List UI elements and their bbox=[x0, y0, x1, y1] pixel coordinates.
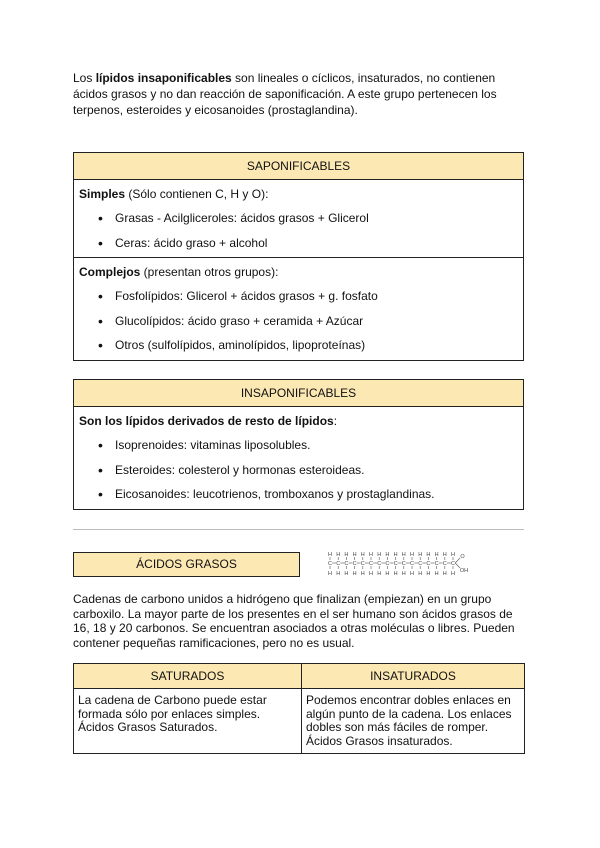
chain-hydrogen-top: H bbox=[451, 552, 455, 558]
chain-hydrogen-bottom: H bbox=[336, 571, 341, 577]
list-item: • Isoprenoides: vitaminas liposolubles. bbox=[79, 433, 518, 458]
chain-carbon: C bbox=[393, 561, 398, 567]
list-item: • Glucolípidos: ácido graso + ceramida + Azúcar bbox=[79, 309, 518, 334]
chain-carbon: C bbox=[410, 561, 414, 567]
saponificables-header: SAPONIFICABLES bbox=[74, 153, 523, 180]
chain-hydrogen-bottom: H bbox=[401, 571, 406, 577]
chain-carbon: C bbox=[360, 561, 365, 567]
insaponificables-section: Son los lípidos derivados de resto de lípidos: • Isoprenoides: vitaminas liposolubles. • Esteroides: colesterol y hormonas esteroideas. • Eicosanoides: leucotrienos, tromboxanos y prostaglandinas. bbox=[74, 407, 523, 509]
chain-carbon: C bbox=[442, 561, 447, 567]
chain-carbon: C bbox=[328, 561, 332, 567]
chain-carbon: C bbox=[385, 561, 390, 567]
intro-bold-term: lípidos insaponificables bbox=[95, 71, 232, 85]
chain-hydrogen-top: H bbox=[393, 552, 398, 558]
chain-carbon: C bbox=[418, 561, 423, 567]
chain-hydrogen-top: H bbox=[426, 552, 431, 558]
chain-carbon: C bbox=[369, 561, 373, 567]
chain-hydrogen-top: H bbox=[336, 552, 341, 558]
insaturados-cell: Podemos encontrar dobles enlaces en algún punto de la cadena. Los enlaces dobles son más fáciles de romper. Ácidos Grasos insaturados. bbox=[302, 689, 525, 754]
chain-hydrogen-top: H bbox=[360, 552, 365, 558]
chain-bond bbox=[455, 558, 460, 563]
chain-hydrogen-top: H bbox=[385, 552, 390, 558]
saturados-cell: La cadena de Carbono puede estar formada sólo por enlaces simples. Ácidos Grasos Saturados. bbox=[74, 689, 302, 754]
chain-hydrogen-bottom: H bbox=[434, 571, 439, 577]
chain-hydroxyl: OH bbox=[459, 568, 469, 574]
list-item: • Eicosanoides: leucotrienos, tromboxanos y prostaglandinas. bbox=[79, 482, 518, 507]
chain-hydrogen-bottom: H bbox=[369, 571, 373, 577]
chain-hydrogen-top: H bbox=[418, 552, 423, 558]
chain-hydrogen-top: H bbox=[377, 552, 382, 558]
saturados-header: SATURADOS bbox=[74, 664, 302, 689]
simples-section: Simples (Sólo contienen C, H y O): • Grasas - Acilgliceroles: ácidos grasos + Glicerol • Ceras: ácido graso + alcohol bbox=[74, 180, 523, 257]
chain-hydrogen-bottom: H bbox=[352, 571, 357, 577]
chain-hydrogen-top: H bbox=[434, 552, 439, 558]
chain-hydrogen-bottom: H bbox=[410, 571, 414, 577]
chain-carbon: C bbox=[451, 561, 455, 567]
acidos-grasos-paragraph: Cadenas de carbono unidos a hidrógeno que finalizan (empiezan) en un grupo carboxilo. La mayor parte de los presentes en el ser humano son ácidos grasos de 16, 18 y 20 carbonos. Se encuentran asociados a otras moléculas o libres. Pueden contener pequeñas ramificaciones, pero no es usual. bbox=[73, 592, 515, 650]
acidos-grasos-label: ÁCIDOS GRASOS bbox=[73, 552, 300, 577]
chain-hydrogen-bottom: H bbox=[385, 571, 390, 577]
insaponificables-header: INSAPONIFICABLES bbox=[74, 380, 523, 407]
list-item: • Otros (sulfolípidos, aminolípidos, lipoproteínas) bbox=[79, 333, 518, 358]
chain-carbon: C bbox=[344, 561, 349, 567]
chain-hydrogen-bottom: H bbox=[360, 571, 365, 577]
chain-carbon: C bbox=[377, 561, 382, 567]
list-item: • Esteroides: colesterol y hormonas esteroideas. bbox=[79, 458, 518, 483]
chain-carbon: C bbox=[401, 561, 406, 567]
chain-hydrogen-top: H bbox=[352, 552, 357, 558]
fatty-acid-chain-diagram bbox=[324, 548, 486, 578]
chain-hydrogen-bottom: H bbox=[328, 571, 332, 577]
chain-hydrogen-top: H bbox=[442, 552, 447, 558]
intro-paragraph: Los lípidos insaponificables son lineales o cíclicos, insaturados, no contienen ácidos grasos y no dan reacción de saponificación. A este grupo pertenecen los terpenos, esteroides y eicosanoides (prostaglandina). bbox=[73, 71, 497, 117]
chain-carbon: C bbox=[336, 561, 341, 567]
list-item: • Fosfolípidos: Glicerol + ácidos grasos + g. fosfato bbox=[79, 284, 518, 309]
chain-hydrogen-bottom: H bbox=[377, 571, 382, 577]
complejos-section: Complejos (presentan otros grupos): • Fosfolípidos: Glicerol + ácidos grasos + g. fosfato • Glucolípidos: ácido graso + ceramida + Azúcar • Otros (sulfolípidos, aminolípidos, lipoproteínas) bbox=[74, 257, 523, 360]
chain-hydrogen-bottom: H bbox=[426, 571, 431, 577]
chain-carbon: C bbox=[434, 561, 439, 567]
chain-hydrogen-bottom: H bbox=[393, 571, 398, 577]
chain-carbon: C bbox=[352, 561, 357, 567]
chain-hydrogen-top: H bbox=[401, 552, 406, 558]
chain-hydrogen-top: H bbox=[328, 552, 332, 558]
horizontal-divider bbox=[73, 529, 524, 530]
list-item: • Ceras: ácido graso + alcohol bbox=[79, 231, 518, 256]
chain-hydrogen-bottom: H bbox=[442, 571, 447, 577]
chain-oxygen: O bbox=[460, 554, 465, 560]
saponificables-box bbox=[73, 152, 524, 361]
chain-hydrogen-top: H bbox=[344, 552, 349, 558]
chain-hydrogen-bottom: H bbox=[418, 571, 423, 577]
chain-hydrogen-top: H bbox=[369, 552, 373, 558]
list-item: • Grasas - Acilgliceroles: ácidos grasos + Glicerol bbox=[79, 206, 518, 231]
chain-carbon: C bbox=[426, 561, 431, 567]
chain-hydrogen-bottom: H bbox=[344, 571, 349, 577]
saturation-table bbox=[73, 663, 525, 754]
chain-hydrogen-top: H bbox=[410, 552, 414, 558]
insaturados-header: INSATURADOS bbox=[302, 664, 525, 689]
insaponificables-box bbox=[73, 379, 524, 510]
chain-hydrogen-bottom: H bbox=[451, 571, 455, 577]
